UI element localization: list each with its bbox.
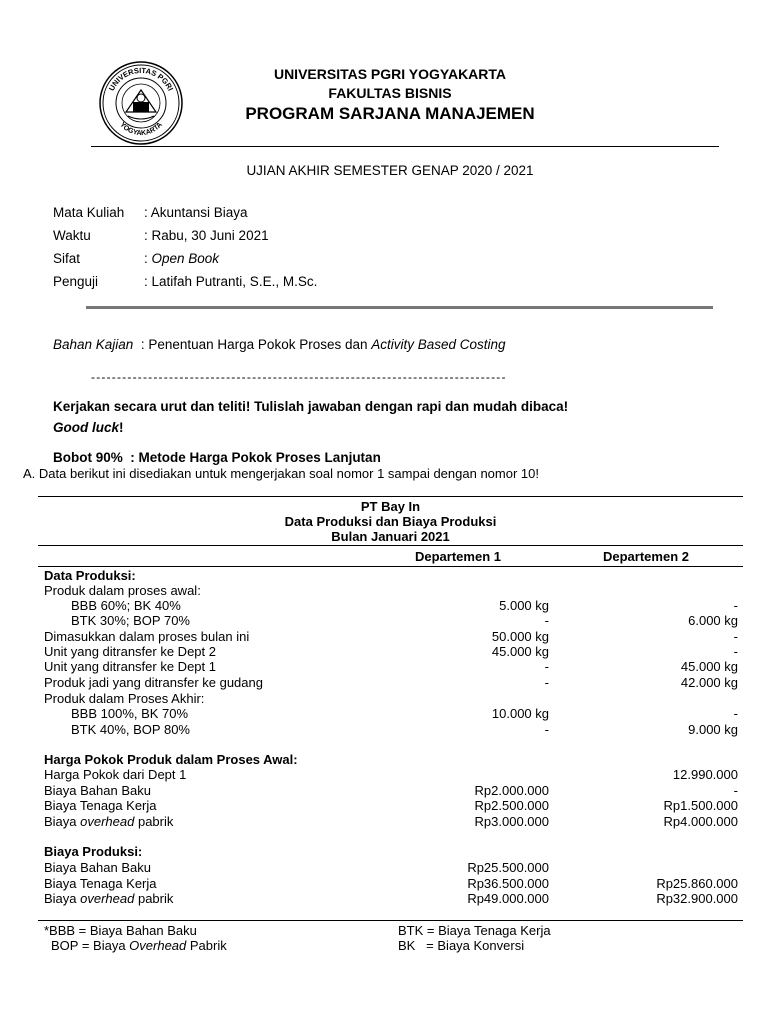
col-header-dept1: Departemen 1 <box>415 549 501 564</box>
table-bottom-rule <box>38 920 743 921</box>
row-label: BBB 60%; BK 40% <box>71 598 181 613</box>
row-dept2: 12.990.000 <box>672 767 738 782</box>
row-label: Produk jadi yang ditransfer ke gudang <box>44 675 263 690</box>
info-value-mata-kuliah: : Akuntansi Biaya <box>144 205 248 220</box>
table-company: PT Bay In <box>360 499 421 514</box>
row-dept2: 9.000 kg <box>688 722 738 737</box>
section-a-text: A. Data berikut ini disediakan untuk mengerjakan soal nomor 1 sampai dengan nomor 10! <box>23 466 539 481</box>
info-label-waktu: Waktu <box>53 228 91 243</box>
row-dept1: - <box>544 722 549 737</box>
row-dept1: Rp36.500.000 <box>467 876 549 891</box>
row-dept2: Rp32.900.000 <box>656 891 738 906</box>
row-dept1: Rp49.000.000 <box>467 891 549 906</box>
row-dept1: - <box>544 675 549 690</box>
label-suffix: pabrik <box>134 814 174 829</box>
row-dept1: 10.000 kg <box>491 706 549 721</box>
row-dept2: 6.000 kg <box>688 613 738 628</box>
info-label-mata-kuliah: Mata Kuliah <box>53 205 125 220</box>
row-dept2: - <box>733 629 738 644</box>
row-label: Produk dalam Proses Akhir: <box>44 691 205 706</box>
label-italic: overhead <box>80 814 135 829</box>
row-dept1: Rp2.500.000 <box>474 798 549 813</box>
header-divider <box>91 146 719 147</box>
note-bk: BK = Biaya Konversi <box>398 938 525 953</box>
row-dept1: 5.000 kg <box>499 598 549 613</box>
info-value-waktu: : Rabu, 30 Juni 2021 <box>144 228 269 243</box>
label-italic: overhead <box>80 891 135 906</box>
row-dept2: 42.000 kg <box>680 675 738 690</box>
bahan-kajian <box>53 337 506 352</box>
row-label <box>44 814 173 829</box>
row-label <box>44 891 173 906</box>
university-name: UNIVERSITAS PGRI YOGYAKARTA <box>273 66 507 82</box>
row-label: Unit yang ditransfer ke Dept 1 <box>44 659 216 674</box>
table-header-rule <box>38 545 743 546</box>
row-dept2: - <box>733 598 738 613</box>
program-name: PROGRAM SARJANA MANAJEMEN <box>245 104 535 123</box>
row-dept2: - <box>733 783 738 798</box>
logo-ring-bottom: YOGYAKARTA <box>118 121 164 138</box>
section-biaya-produksi: Biaya Produksi: <box>44 844 143 859</box>
col-header-dept2: Departemen 2 <box>603 549 689 564</box>
row-label: Biaya Tenaga Kerja <box>44 798 157 813</box>
row-dept1: - <box>544 659 549 674</box>
bahan-prefix: : Penentuan Harga Pokok Proses dan <box>140 337 372 352</box>
label-prefix: Biaya <box>44 814 81 829</box>
row-dept2: Rp4.000.000 <box>663 814 738 829</box>
bahan-italic: Activity Based Costing <box>371 337 506 352</box>
row-dept2: - <box>733 644 738 659</box>
table-title: Data Produksi dan Biaya Produksi <box>284 514 497 529</box>
table-period: Bulan Januari 2021 <box>331 529 450 544</box>
sifat-italic: Open Book <box>151 251 220 266</box>
good-luck <box>53 420 124 435</box>
dashed-separator: -------------------------------------------------------------------------------- <box>91 370 507 384</box>
row-dept2: Rp1.500.000 <box>663 798 738 813</box>
section-data-produksi: Data Produksi: <box>44 568 136 583</box>
row-label: BTK 40%, BOP 80% <box>71 722 190 737</box>
good-luck-suffix: ! <box>119 420 124 435</box>
note-bbb: *BBB = Biaya Bahan Baku <box>44 923 197 938</box>
note-bop <box>51 938 227 953</box>
info-divider <box>86 306 713 309</box>
row-dept2: - <box>733 706 738 721</box>
row-dept2: Rp25.860.000 <box>656 876 738 891</box>
info-label-sifat: Sifat <box>53 251 81 266</box>
label-prefix: Biaya <box>44 891 81 906</box>
note-btk: BTK = Biaya Tenaga Kerja <box>398 923 551 938</box>
info-value-penguji: : Latifah Putranti, S.E., M.Sc. <box>144 274 318 289</box>
note-bop-suffix: Pabrik <box>186 938 227 953</box>
instruction: Kerjakan secara urut dan teliti! Tulislah jawaban dengan rapi dan mudah dibaca! <box>53 399 569 414</box>
good-luck-italic: Good luck <box>53 420 120 435</box>
info-value-sifat <box>144 251 219 266</box>
row-dept1: Rp2.000.000 <box>474 783 549 798</box>
faculty-name: FAKULTAS BISNIS <box>328 85 452 101</box>
exam-title: UJIAN AKHIR SEMESTER GENAP 2020 / 2021 <box>246 163 534 178</box>
row-label: Produk dalam proses awal: <box>44 583 201 598</box>
row-dept1: Rp3.000.000 <box>474 814 549 829</box>
row-label: Biaya Bahan Baku <box>44 783 151 798</box>
sifat-prefix: : <box>144 251 152 266</box>
row-label: BTK 30%; BOP 70% <box>71 613 190 628</box>
row-label: Biaya Bahan Baku <box>44 860 151 875</box>
row-label: Harga Pokok dari Dept 1 <box>44 767 187 782</box>
row-dept1: 50.000 kg <box>491 629 549 644</box>
row-dept2: 45.000 kg <box>680 659 738 674</box>
note-bop-prefix: BOP = Biaya <box>51 938 130 953</box>
section-hpp-awal: Harga Pokok Produk dalam Proses Awal: <box>44 752 298 767</box>
row-dept1: Rp25.500.000 <box>467 860 549 875</box>
row-label: Unit yang ditransfer ke Dept 2 <box>44 644 216 659</box>
row-label: Dimasukkan dalam proses bulan ini <box>44 629 250 644</box>
info-label-penguji: Penguji <box>53 274 99 289</box>
row-label: BBB 100%, BK 70% <box>71 706 189 721</box>
row-dept1: 45.000 kg <box>491 644 549 659</box>
row-dept1: - <box>544 613 549 628</box>
bobot-heading: Bobot 90% : Metode Harga Pokok Proses Lanjutan <box>53 450 381 465</box>
note-bop-italic: Overhead <box>129 938 187 953</box>
row-label: Biaya Tenaga Kerja <box>44 876 157 891</box>
table-col-rule <box>38 566 743 567</box>
table-top-rule <box>38 496 743 497</box>
label-suffix: pabrik <box>134 891 174 906</box>
logo-ring-top: UNIVERSITAS PGRI <box>106 65 176 93</box>
bahan-label: Bahan Kajian <box>53 337 134 352</box>
